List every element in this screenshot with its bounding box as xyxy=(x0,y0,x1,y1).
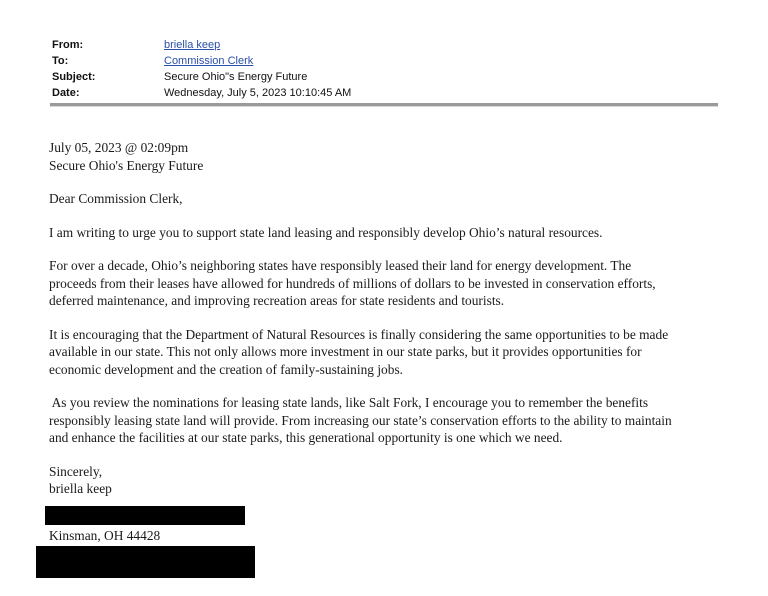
letter-timestamp: July 05, 2023 @ 02:09pm xyxy=(49,140,189,155)
letter-title: Secure Ohio's Energy Future xyxy=(49,157,204,173)
letter-body xyxy=(49,139,729,498)
salutation: Dear Commission Clerk, xyxy=(49,191,183,206)
paragraph-1: I am writing to urge you to support state land leasing and responsibly develop Ohio’s natural resources. xyxy=(49,224,603,240)
paragraph-line: deferred maintenance, and improving recreation areas for state residents and tourists. xyxy=(49,293,505,308)
date-label: Date: xyxy=(52,87,80,99)
email-header xyxy=(52,37,351,101)
date-value: Wednesday, July 5, 2023 10:10:45 AM xyxy=(164,87,352,99)
to-link[interactable]: Commission Clerk xyxy=(164,55,254,67)
redaction-block-1 xyxy=(45,506,245,525)
paragraph-3 xyxy=(49,326,729,379)
redaction-block-2 xyxy=(36,546,255,578)
paragraph-line: and enhance the facilities at our state parks, this generational opportunity is one which we need. xyxy=(49,430,563,445)
paragraph-line: responsibly leasing state land will provide. From increasing our state’s conservation efforts to the ability to maintain xyxy=(49,412,672,428)
paragraph-line: It is encouraging that the Department of Natural Resources is finally considering the same opportunities to be made xyxy=(49,326,669,342)
address-block xyxy=(49,527,729,545)
paragraph-line: available in our state. This not only allows more investment in our state parks, but it provides opportunities for xyxy=(49,344,642,359)
paragraph-line: proceeds from their leases have allowed for hundreds of millions of dollars to be invested in conservation efforts, xyxy=(49,275,656,291)
header-divider xyxy=(50,103,718,107)
from-link[interactable]: briella keep xyxy=(164,39,221,51)
date-row xyxy=(52,85,351,101)
paragraph-line: economic development and the creation of family-sustaining jobs. xyxy=(49,361,404,377)
to-row xyxy=(52,53,351,69)
paragraph-2 xyxy=(49,257,729,310)
from-label: From: xyxy=(52,39,84,51)
closing: Sincerely, xyxy=(49,463,103,479)
signature-name: briella keep xyxy=(49,481,112,496)
to-label: To: xyxy=(52,55,69,67)
from-row xyxy=(52,37,351,53)
paragraph-line: As you review the nominations for leasing state lands, like Salt Fork, I encourage you to remember the benefits xyxy=(49,395,649,410)
city-line: Kinsman, OH 44428 xyxy=(49,528,161,543)
paragraph-line: For over a decade, Ohio’s neighboring states have responsibly leased their land for energy development. The xyxy=(49,258,632,273)
subject-label: Subject: xyxy=(52,71,96,83)
subject-row xyxy=(52,69,351,85)
subject-value: Secure Ohio"s Energy Future xyxy=(164,71,308,83)
paragraph-4 xyxy=(49,394,729,447)
